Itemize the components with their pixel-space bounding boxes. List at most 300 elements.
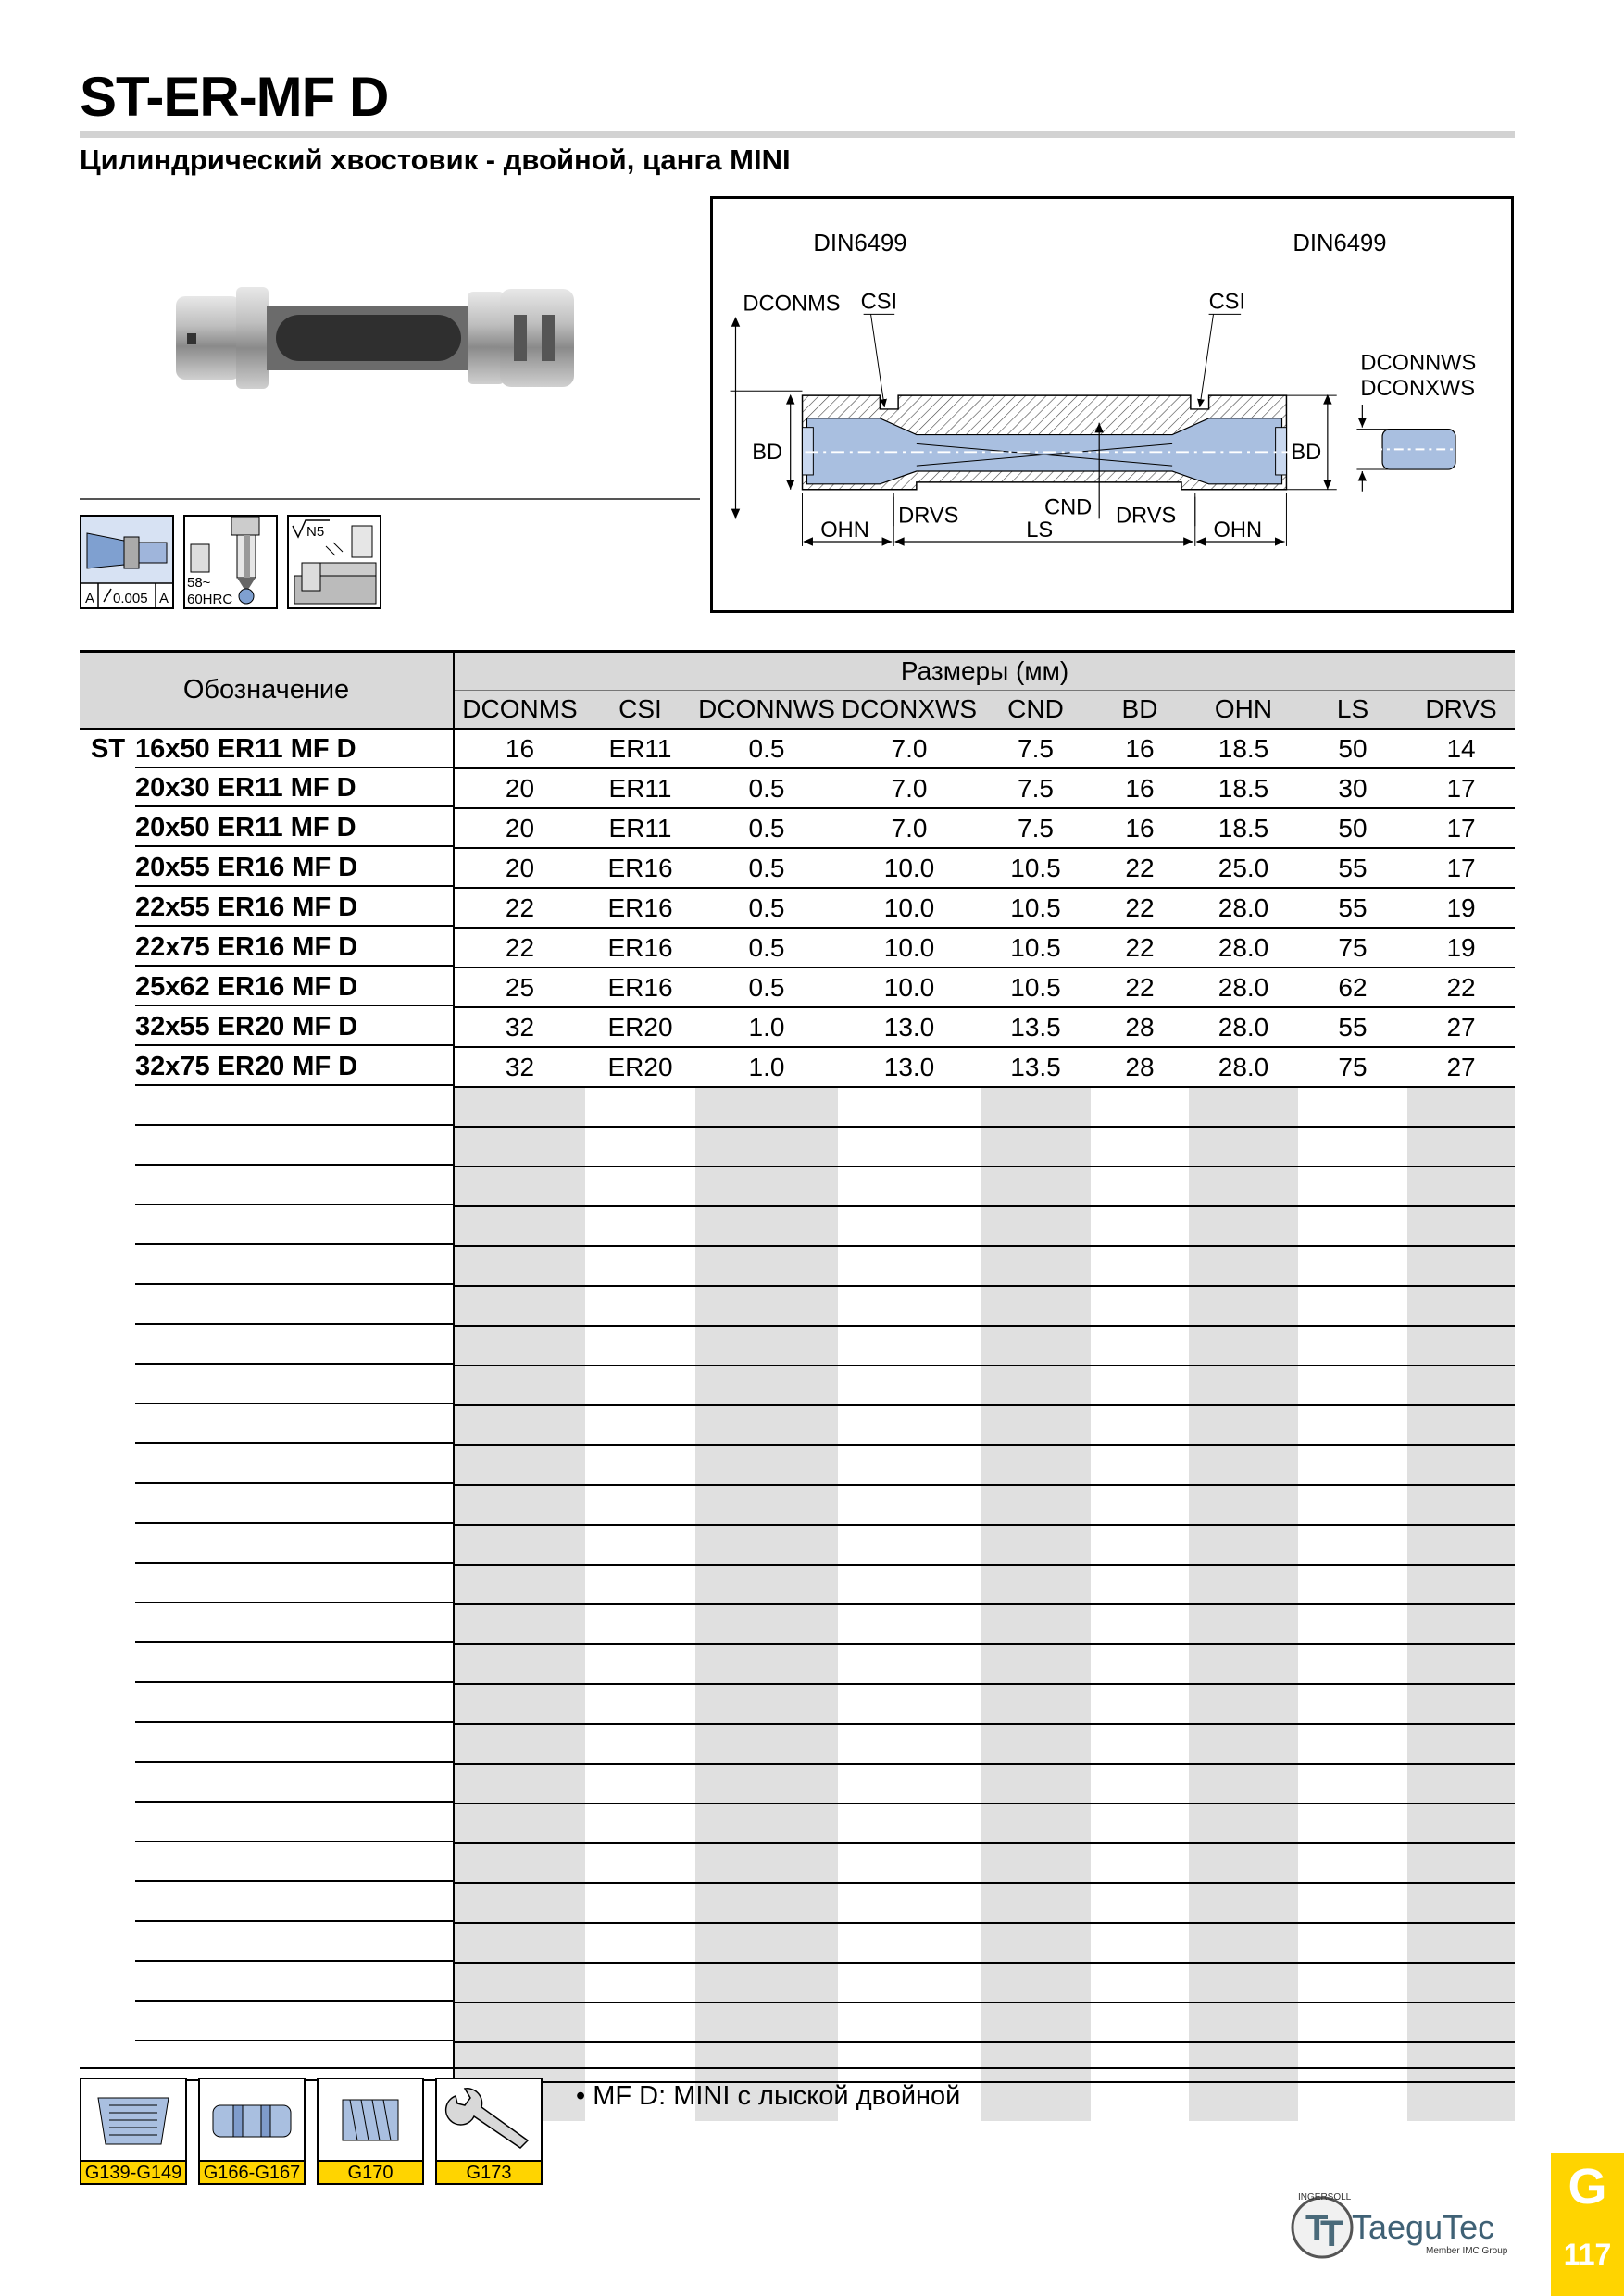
cell-dconnws: 0.5 (695, 729, 838, 768)
standard-right: DIN6499 (1293, 231, 1387, 257)
designation-cell (80, 1764, 454, 1803)
designation-text: 22x75 ER16 MF D (135, 929, 453, 967)
empty-row (80, 1644, 1515, 1684)
empty-cell (1298, 1724, 1407, 1764)
designation-blank (135, 1366, 453, 1404)
empty-cell (1298, 1803, 1407, 1843)
designation-blank (135, 1327, 453, 1365)
empty-cell (1091, 1206, 1189, 1246)
empty-cell (585, 1286, 695, 1326)
designation-blank (135, 1526, 453, 1564)
empty-cell (1091, 1923, 1189, 1963)
empty-cell (981, 1206, 1091, 1246)
ref-label-2: G166-G167 (200, 2160, 304, 2183)
empty-cell (1298, 1843, 1407, 1883)
cell-cnd: 10.5 (981, 928, 1091, 967)
cell-drvs: 22 (1407, 967, 1515, 1007)
cell-bd: 28 (1091, 1007, 1189, 1047)
empty-cell (1407, 1127, 1515, 1167)
cell-cnd: 7.5 (981, 768, 1091, 808)
empty-cell (1189, 1087, 1298, 1127)
empty-cell (454, 2003, 585, 2042)
empty-cell (1189, 1764, 1298, 1803)
runout-ref-a2: A (159, 591, 169, 606)
empty-cell (585, 1923, 695, 1963)
designation-blank (135, 1247, 453, 1285)
empty-cell (585, 1803, 695, 1843)
empty-cell (1189, 1684, 1298, 1724)
technical-drawing (710, 196, 1514, 613)
empty-cell (1407, 1366, 1515, 1405)
empty-cell (585, 1764, 695, 1803)
empty-cell (981, 1923, 1091, 1963)
cell-ls: 62 (1298, 967, 1407, 1007)
empty-cell (1298, 1923, 1407, 1963)
designation-blank (135, 1884, 453, 1922)
empty-cell (1189, 1724, 1298, 1764)
cell-ohn: 25.0 (1189, 848, 1298, 888)
label-cnd: CND (1043, 495, 1093, 520)
empty-cell (695, 2042, 838, 2082)
designation-cell (80, 768, 454, 808)
designation-blank (135, 1128, 453, 1166)
empty-row (80, 1445, 1515, 1485)
empty-cell (981, 1246, 1091, 1286)
section-tab (1551, 2152, 1624, 2296)
column-header-dconxws: DCONXWS (838, 691, 981, 730)
designation-text: 20x55 ER16 MF D (135, 849, 453, 887)
column-header-dconms: DCONMS (454, 691, 585, 730)
designation-blank (135, 1446, 453, 1484)
empty-cell (1407, 1883, 1515, 1923)
empty-cell (981, 1286, 1091, 1326)
cell-ohn: 28.0 (1189, 1047, 1298, 1087)
cell-dconnws: 1.0 (695, 1007, 838, 1047)
empty-cell (1091, 2082, 1189, 2121)
empty-cell (585, 1604, 695, 1644)
empty-cell (585, 1366, 695, 1405)
table-row (80, 1007, 1515, 1047)
cell-cnd: 13.5 (981, 1007, 1091, 1047)
empty-cell (981, 2003, 1091, 2042)
cell-csi: ER11 (585, 768, 695, 808)
empty-cell (1407, 1644, 1515, 1684)
empty-cell (1189, 1485, 1298, 1525)
designation-blank (135, 1406, 453, 1444)
empty-row (80, 1286, 1515, 1326)
empty-cell (1407, 1724, 1515, 1764)
table-row (80, 1047, 1515, 1087)
empty-cell (695, 1604, 838, 1644)
empty-cell (695, 1565, 838, 1604)
empty-cell (1091, 1246, 1189, 1286)
product-photo (167, 278, 602, 398)
ref-nut-icon[interactable] (198, 2078, 306, 2185)
label-drvs-left: DRVS (898, 504, 959, 529)
dimensions-header: Размеры (мм) (454, 652, 1515, 691)
empty-cell (1091, 2003, 1189, 2042)
cell-dconxws: 7.0 (838, 768, 981, 808)
empty-cell (585, 1963, 695, 2003)
column-header-dconnws: DCONNWS (695, 691, 838, 730)
ref-screw-icon[interactable] (317, 2078, 424, 2185)
empty-cell (1189, 1963, 1298, 2003)
cell-dconms: 16 (454, 729, 585, 768)
cell-cnd: 7.5 (981, 729, 1091, 768)
empty-cell (1091, 1366, 1189, 1405)
empty-row (80, 1246, 1515, 1286)
empty-cell (454, 1167, 585, 1206)
empty-cell (838, 1883, 981, 1923)
empty-cell (1407, 1923, 1515, 1963)
table-body (80, 729, 1515, 2121)
cell-csi: ER16 (585, 848, 695, 888)
empty-cell (585, 1445, 695, 1485)
designation-blank (135, 1804, 453, 1842)
label-bd-right: BD (1291, 441, 1322, 466)
empty-cell (1091, 1604, 1189, 1644)
empty-row (80, 1923, 1515, 1963)
cell-csi: ER16 (585, 888, 695, 928)
empty-cell (1298, 1485, 1407, 1525)
empty-cell (981, 1843, 1091, 1883)
designation-blank (135, 1844, 453, 1882)
empty-cell (454, 1326, 585, 1366)
cell-cnd: 13.5 (981, 1047, 1091, 1087)
empty-cell (454, 1724, 585, 1764)
empty-cell (838, 1405, 981, 1445)
empty-cell (1298, 2082, 1407, 2121)
empty-cell (695, 1843, 838, 1883)
svg-text:T: T (1305, 2208, 1329, 2249)
empty-row (80, 2042, 1515, 2082)
empty-cell (981, 1963, 1091, 2003)
designation-text: 20x50 ER11 MF D (135, 809, 453, 847)
cell-dconnws: 0.5 (695, 888, 838, 928)
empty-cell (1091, 1127, 1189, 1167)
surface-finish-label: N5 (306, 524, 325, 540)
cell-dconnws: 0.5 (695, 848, 838, 888)
empty-cell (1189, 2082, 1298, 2121)
empty-cell (454, 1843, 585, 1883)
table-row (80, 808, 1515, 848)
empty-cell (981, 1724, 1091, 1764)
cell-dconxws: 13.0 (838, 1047, 981, 1087)
cell-bd: 16 (1091, 768, 1189, 808)
empty-cell (1189, 1127, 1298, 1167)
empty-cell (1407, 1326, 1515, 1366)
designation-cell (80, 1923, 454, 1963)
empty-cell (838, 1843, 981, 1883)
ref-wrench-icon[interactable] (435, 2078, 543, 2185)
label-drvs-right: DRVS (1115, 504, 1177, 529)
designation-cell (80, 1803, 454, 1843)
empty-cell (454, 2042, 585, 2082)
empty-cell (585, 1724, 695, 1764)
designation-cell (80, 808, 454, 848)
empty-cell (1407, 1525, 1515, 1565)
empty-cell (585, 1405, 695, 1445)
ref-label-1: G139-G149 (81, 2160, 185, 2183)
designation-blank (135, 1088, 453, 1126)
designation-cell (80, 1644, 454, 1684)
empty-cell (695, 1724, 838, 1764)
empty-cell (838, 1525, 981, 1565)
empty-cell (981, 1764, 1091, 1803)
empty-cell (838, 1604, 981, 1644)
empty-cell (454, 1127, 585, 1167)
empty-cell (1091, 1087, 1189, 1127)
cell-ohn: 18.5 (1189, 768, 1298, 808)
empty-cell (1091, 1326, 1189, 1366)
empty-cell (454, 1366, 585, 1405)
cell-bd: 22 (1091, 967, 1189, 1007)
cell-dconms: 22 (454, 888, 585, 928)
designation-text: 16x50 ER11 MF D (135, 730, 453, 768)
empty-cell (585, 1565, 695, 1604)
empty-cell (1091, 1445, 1189, 1485)
brand-tagline: Member IMC Group (1426, 2246, 1508, 2256)
designation-blank (135, 1486, 453, 1524)
cell-dconms: 32 (454, 1047, 585, 1087)
cell-dconms: 32 (454, 1007, 585, 1047)
empty-cell (838, 1087, 981, 1127)
empty-row (80, 1684, 1515, 1724)
empty-cell (838, 1445, 981, 1485)
designation-blank (135, 1566, 453, 1603)
empty-cell (1298, 1883, 1407, 1923)
empty-cell (695, 1127, 838, 1167)
empty-cell (695, 1764, 838, 1803)
cell-dconnws: 0.5 (695, 928, 838, 967)
cell-ohn: 28.0 (1189, 888, 1298, 928)
empty-cell (454, 1764, 585, 1803)
empty-cell (1091, 1525, 1189, 1565)
photo-divider (80, 498, 700, 500)
spec-table (80, 650, 1515, 2121)
runout-ref-a1: A (85, 591, 95, 606)
empty-cell (838, 2003, 981, 2042)
designation-cell (80, 1326, 454, 1366)
cell-ls: 50 (1298, 729, 1407, 768)
empty-row (80, 1963, 1515, 2003)
empty-cell (695, 1405, 838, 1445)
empty-cell (454, 1644, 585, 1684)
column-header-drvs: DRVS (1407, 691, 1515, 730)
cell-bd: 22 (1091, 928, 1189, 967)
empty-row (80, 1843, 1515, 1883)
empty-cell (1189, 2003, 1298, 2042)
empty-cell (838, 1644, 981, 1684)
empty-cell (585, 1525, 695, 1565)
column-header-cnd: CND (981, 691, 1091, 730)
empty-row (80, 1127, 1515, 1167)
column-header-ls: LS (1298, 691, 1407, 730)
cell-cnd: 10.5 (981, 967, 1091, 1007)
empty-cell (1407, 1684, 1515, 1724)
designation-blank (135, 1207, 453, 1245)
label-dconnws: DCONNWS (1360, 351, 1477, 376)
empty-cell (1407, 1485, 1515, 1525)
cell-drvs: 17 (1407, 768, 1515, 808)
designation-text: 22x55 ER16 MF D (135, 889, 453, 927)
column-header-bd: BD (1091, 691, 1189, 730)
empty-cell (695, 1963, 838, 2003)
empty-cell (1298, 2042, 1407, 2082)
designation-blank (135, 1685, 453, 1723)
cell-dconxws: 10.0 (838, 848, 981, 888)
cell-csi: ER20 (585, 1047, 695, 1087)
empty-cell (838, 1485, 981, 1525)
empty-row (80, 1565, 1515, 1604)
brand-name: TaeguTec (1352, 2208, 1495, 2246)
table-row (80, 729, 1515, 768)
empty-cell (1298, 1206, 1407, 1246)
empty-cell (1407, 2003, 1515, 2042)
label-dconms: DCONMS (743, 292, 841, 317)
empty-cell (454, 1883, 585, 1923)
empty-cell (981, 1167, 1091, 1206)
empty-cell (585, 2003, 695, 2042)
empty-cell (695, 1684, 838, 1724)
cell-ls: 55 (1298, 1007, 1407, 1047)
empty-cell (1091, 1485, 1189, 1525)
label-bd-left: BD (752, 441, 783, 466)
hardness-line2: 60HRC (187, 592, 233, 607)
empty-cell (695, 1644, 838, 1684)
designation-cell (80, 1525, 454, 1565)
empty-cell (1407, 2042, 1515, 2082)
cell-dconms: 20 (454, 808, 585, 848)
cell-dconnws: 1.0 (695, 1047, 838, 1087)
table-row (80, 967, 1515, 1007)
designation-cell (80, 1445, 454, 1485)
ref-collet-icon[interactable] (80, 2078, 187, 2185)
standard-left: DIN6499 (813, 231, 907, 257)
empty-cell (1407, 1803, 1515, 1843)
designation-blank (135, 2003, 453, 2041)
empty-cell (585, 1644, 695, 1684)
empty-cell (585, 1127, 695, 1167)
table-row (80, 928, 1515, 967)
empty-cell (838, 1206, 981, 1246)
designation-cell (80, 1724, 454, 1764)
empty-cell (585, 1843, 695, 1883)
empty-cell (1407, 2082, 1515, 2121)
ref-label-4: G173 (437, 2160, 541, 2183)
cell-drvs: 17 (1407, 808, 1515, 848)
designation-prefix: ST (91, 733, 126, 764)
cell-drvs: 14 (1407, 729, 1515, 768)
hardness-line1: 58~ (187, 575, 211, 591)
empty-cell (838, 1684, 981, 1724)
empty-cell (1091, 1724, 1189, 1764)
empty-cell (981, 1087, 1091, 1127)
empty-cell (1298, 1445, 1407, 1485)
empty-cell (1407, 1246, 1515, 1286)
cell-csi: ER11 (585, 808, 695, 848)
brand-badge: INGERSOLL (1298, 2192, 1352, 2202)
cell-dconms: 20 (454, 848, 585, 888)
cell-ls: 50 (1298, 808, 1407, 848)
empty-cell (1091, 1684, 1189, 1724)
designation-cell (80, 729, 454, 768)
designation-blank (135, 1167, 453, 1205)
empty-cell (585, 1087, 695, 1127)
designation-blank (135, 1645, 453, 1683)
empty-cell (1189, 1405, 1298, 1445)
designation-cell (80, 1565, 454, 1604)
cell-dconxws: 7.0 (838, 808, 981, 848)
empty-cell (1189, 1843, 1298, 1883)
empty-cell (981, 1883, 1091, 1923)
empty-cell (454, 1923, 585, 1963)
empty-cell (695, 1445, 838, 1485)
empty-cell (454, 1565, 585, 1604)
empty-cell (695, 2003, 838, 2042)
empty-row (80, 1764, 1515, 1803)
cell-bd: 22 (1091, 888, 1189, 928)
empty-cell (695, 1087, 838, 1127)
hardness-icon (183, 515, 278, 609)
empty-cell (981, 1445, 1091, 1485)
empty-cell (1298, 1963, 1407, 2003)
title-underline (80, 131, 1515, 138)
empty-cell (838, 1246, 981, 1286)
empty-cell (454, 1604, 585, 1644)
table-row (80, 848, 1515, 888)
cell-ohn: 28.0 (1189, 1007, 1298, 1047)
empty-cell (981, 2082, 1091, 2121)
ref-label-3: G170 (319, 2160, 422, 2183)
empty-cell (454, 1286, 585, 1326)
empty-cell (1091, 1963, 1189, 2003)
designation-cell (80, 1405, 454, 1445)
designation-cell (80, 1007, 454, 1047)
cell-ls: 75 (1298, 928, 1407, 967)
empty-cell (454, 1803, 585, 1843)
cell-cnd: 10.5 (981, 888, 1091, 928)
designation-cell (80, 928, 454, 967)
empty-cell (454, 1485, 585, 1525)
empty-cell (1091, 1565, 1189, 1604)
empty-cell (585, 1246, 695, 1286)
empty-cell (1298, 1764, 1407, 1803)
empty-cell (454, 1405, 585, 1445)
empty-cell (585, 1684, 695, 1724)
empty-cell (981, 1127, 1091, 1167)
empty-row (80, 1803, 1515, 1843)
empty-cell (695, 1525, 838, 1565)
designation-blank (135, 2043, 453, 2081)
empty-cell (838, 1803, 981, 1843)
empty-cell (1407, 1604, 1515, 1644)
designation-cell (80, 1485, 454, 1525)
empty-cell (1298, 2003, 1407, 2042)
section-letter: G (1568, 2159, 1607, 2215)
cell-ls: 30 (1298, 768, 1407, 808)
cell-dconnws: 0.5 (695, 808, 838, 848)
empty-cell (1298, 1565, 1407, 1604)
designation-blank (135, 1725, 453, 1763)
empty-cell (1189, 2042, 1298, 2082)
cell-drvs: 19 (1407, 928, 1515, 967)
empty-cell (585, 2042, 695, 2082)
designation-header: Обозначение (80, 652, 454, 730)
cell-drvs: 17 (1407, 848, 1515, 888)
empty-row (80, 1167, 1515, 1206)
taegutec-logo (1287, 2187, 1518, 2261)
